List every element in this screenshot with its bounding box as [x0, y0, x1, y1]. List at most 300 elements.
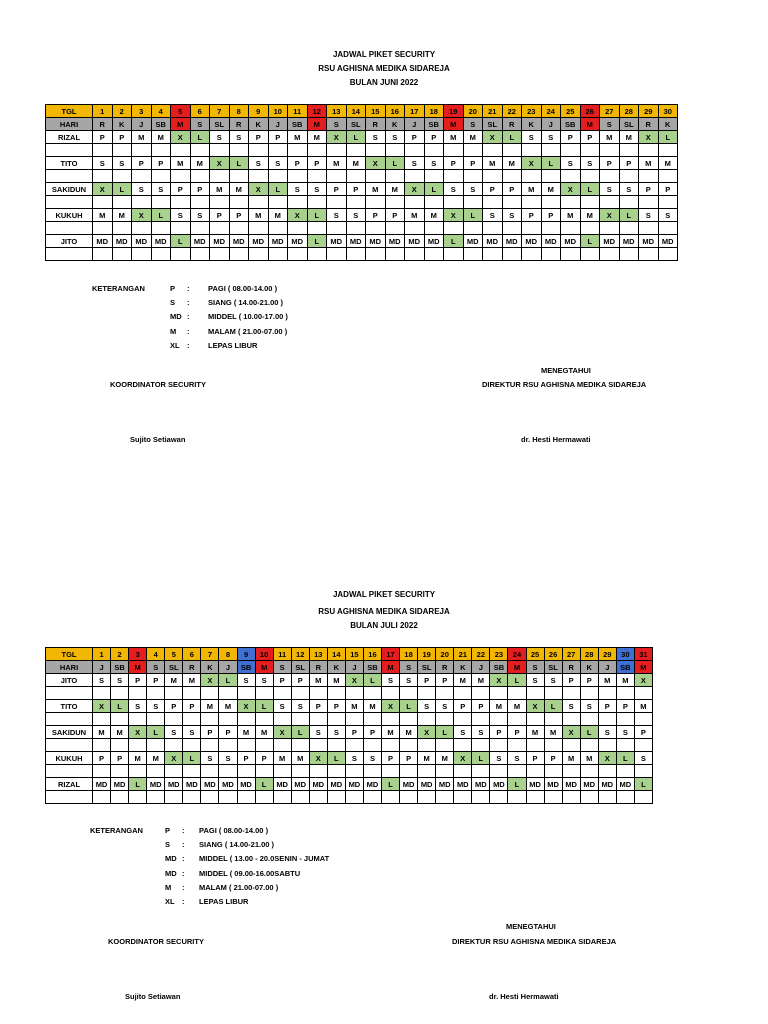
- shift-cell: M: [382, 726, 400, 739]
- empty-cell: [183, 713, 201, 726]
- date-cell: 7: [210, 105, 230, 118]
- date-cell: 15: [345, 648, 363, 661]
- shift-cell: X: [634, 674, 652, 687]
- empty-cell: [291, 791, 309, 804]
- empty-cell: [472, 791, 490, 804]
- shift-cell: M: [183, 674, 201, 687]
- shift-cell: M: [561, 209, 581, 222]
- legend-desc: PAGI ( 08.00-14.00 ): [208, 284, 278, 293]
- empty-cell: [382, 765, 400, 778]
- shift-cell: S: [400, 674, 418, 687]
- legend-code: P: [170, 284, 176, 293]
- date-cell: 19: [418, 648, 436, 661]
- date-cell: 24: [508, 648, 526, 661]
- staff-name: JITO: [46, 235, 93, 248]
- shift-cell: MD: [483, 235, 503, 248]
- weekday-cell: R: [502, 118, 522, 131]
- empty-cell: [382, 713, 400, 726]
- shift-cell: MD: [327, 778, 345, 791]
- weekday-cell: R: [562, 661, 580, 674]
- shift-cell: S: [255, 674, 273, 687]
- shift-cell: S: [291, 700, 309, 713]
- shift-cell: S: [307, 183, 327, 196]
- empty-cell: [418, 791, 436, 804]
- date-cell: 28: [619, 105, 639, 118]
- shift-cell: L: [541, 157, 561, 170]
- date-cell: 29: [639, 105, 659, 118]
- coordinator-signer: Sujito Setiawan: [125, 992, 181, 1001]
- shift-cell: X: [93, 700, 111, 713]
- shift-cell: S: [363, 752, 381, 765]
- shift-cell: M: [400, 726, 418, 739]
- date-cell: 21: [483, 105, 503, 118]
- schedule-table: [45, 647, 653, 804]
- shift-cell: P: [580, 674, 598, 687]
- legend-code: S: [170, 298, 176, 308]
- empty-cell: [93, 791, 111, 804]
- empty-cell: [255, 739, 273, 752]
- shift-cell: P: [366, 209, 386, 222]
- empty-cell: [111, 791, 129, 804]
- shift-cell: P: [112, 131, 132, 144]
- empty-cell: [580, 739, 598, 752]
- empty-cell: [436, 791, 454, 804]
- shift-cell: L: [580, 183, 600, 196]
- empty-cell: [165, 791, 183, 804]
- shift-cell: X: [345, 674, 363, 687]
- date-cell: 5: [171, 105, 191, 118]
- staff-name: SAKIDUN: [46, 726, 93, 739]
- staff-name: SAKIDUN: [46, 183, 93, 196]
- empty-cell: [616, 791, 634, 804]
- empty-cell: [526, 765, 544, 778]
- shift-cell: S: [129, 700, 147, 713]
- legend-sep: :: [182, 826, 185, 835]
- shift-cell: L: [385, 157, 405, 170]
- legend-title: KETERANGAN: [90, 826, 143, 835]
- shift-cell: L: [634, 778, 652, 791]
- shift-cell: M: [526, 726, 544, 739]
- shift-cell: M: [502, 157, 522, 170]
- date-cell: 30: [658, 105, 678, 118]
- shift-cell: X: [490, 674, 508, 687]
- shift-cell: P: [93, 131, 113, 144]
- weekday-cell: S: [273, 661, 291, 674]
- shift-cell: P: [639, 183, 659, 196]
- empty-cell: [237, 765, 255, 778]
- empty-cell: [400, 739, 418, 752]
- shift-cell: P: [463, 157, 483, 170]
- date-cell: 6: [183, 648, 201, 661]
- shift-cell: P: [249, 131, 269, 144]
- shift-cell: P: [309, 700, 327, 713]
- empty-cell: [544, 739, 562, 752]
- date-cell: 23: [490, 648, 508, 661]
- empty-cell: [273, 765, 291, 778]
- staff-row: [46, 726, 653, 739]
- shift-cell: P: [522, 209, 542, 222]
- coordinator-signer: Sujito Setiawan: [130, 435, 186, 444]
- empty-cell: [111, 713, 129, 726]
- shift-cell: MD: [562, 778, 580, 791]
- shift-cell: P: [327, 183, 347, 196]
- date-cell: 12: [291, 648, 309, 661]
- empty-cell: [454, 791, 472, 804]
- shift-cell: P: [363, 726, 381, 739]
- weekday-cell: SB: [288, 118, 308, 131]
- shift-cell: M: [444, 131, 464, 144]
- shift-cell: M: [600, 131, 620, 144]
- weekday-cell: R: [183, 661, 201, 674]
- legend-sep: :: [187, 298, 190, 308]
- shift-cell: MD: [580, 778, 598, 791]
- empty-cell: [201, 765, 219, 778]
- weekday-cell: R: [309, 661, 327, 674]
- spacer-row: [46, 687, 653, 700]
- shift-cell: MD: [658, 235, 678, 248]
- empty-cell: [237, 739, 255, 752]
- staff-row: [46, 778, 653, 791]
- empty-cell: [436, 713, 454, 726]
- shift-cell: S: [382, 674, 400, 687]
- shift-cell: MD: [268, 235, 288, 248]
- empty-cell: [183, 687, 201, 700]
- shift-cell: M: [598, 674, 616, 687]
- empty-cell: [526, 713, 544, 726]
- empty-cell: [562, 687, 580, 700]
- shift-cell: X: [382, 700, 400, 713]
- spacer-row: [46, 765, 653, 778]
- legend-sep: :: [182, 868, 185, 878]
- shift-cell: L: [502, 131, 522, 144]
- weekday-cell: SL: [165, 661, 183, 674]
- shift-cell: P: [634, 726, 652, 739]
- empty-cell: [345, 739, 363, 752]
- empty-cell: [255, 765, 273, 778]
- weekday-cell: J: [472, 661, 490, 674]
- shift-cell: S: [562, 700, 580, 713]
- empty-cell: [544, 765, 562, 778]
- shift-cell: P: [541, 209, 561, 222]
- weekday-cell: S: [463, 118, 483, 131]
- shift-cell: S: [490, 752, 508, 765]
- shift-cell: L: [255, 700, 273, 713]
- shift-cell: P: [382, 752, 400, 765]
- empty-cell: [309, 739, 327, 752]
- shift-cell: S: [132, 183, 152, 196]
- date-cell: 19: [444, 105, 464, 118]
- shift-cell: MD: [346, 235, 366, 248]
- shift-cell: P: [544, 752, 562, 765]
- empty-cell: [616, 687, 634, 700]
- empty-cell: [165, 765, 183, 778]
- weekday-cell: M: [382, 661, 400, 674]
- shift-cell: L: [619, 209, 639, 222]
- empty-cell: [490, 791, 508, 804]
- empty-cell: [544, 713, 562, 726]
- shift-cell: S: [418, 700, 436, 713]
- shift-cell: M: [562, 752, 580, 765]
- empty-cell: [382, 739, 400, 752]
- shift-cell: M: [454, 674, 472, 687]
- staff-row: [46, 752, 653, 765]
- legend-code: S: [165, 840, 171, 850]
- hari-label: HARI: [46, 661, 93, 674]
- empty-cell: [93, 739, 111, 752]
- weekday-cell: SB: [111, 661, 129, 674]
- weekday-cell: S: [147, 661, 165, 674]
- shift-cell: L: [129, 778, 147, 791]
- empty-cell: [363, 791, 381, 804]
- staff-name: KUKUH: [46, 752, 93, 765]
- empty-cell: [490, 687, 508, 700]
- legend-code: MD: [165, 854, 177, 864]
- empty-cell: [418, 739, 436, 752]
- empty-cell: [46, 765, 93, 778]
- empty-cell: [526, 791, 544, 804]
- shift-cell: MD: [418, 778, 436, 791]
- weekday-cell: M: [634, 661, 652, 674]
- shift-cell: M: [658, 157, 678, 170]
- empty-cell: [111, 765, 129, 778]
- shift-cell: S: [273, 700, 291, 713]
- shift-cell: MD: [291, 778, 309, 791]
- shift-cell: S: [151, 183, 171, 196]
- empty-cell: [165, 687, 183, 700]
- shift-cell: L: [363, 674, 381, 687]
- empty-cell: [46, 739, 93, 752]
- date-cell: 20: [463, 105, 483, 118]
- weekday-cell: K: [522, 118, 542, 131]
- empty-cell: [508, 791, 526, 804]
- shift-cell: M: [436, 752, 454, 765]
- shift-cell: P: [346, 183, 366, 196]
- date-cell: 29: [598, 648, 616, 661]
- empty-cell: [508, 687, 526, 700]
- date-cell: 28: [580, 648, 598, 661]
- weekday-cell: J: [345, 661, 363, 674]
- empty-cell: [327, 687, 345, 700]
- shift-cell: M: [147, 752, 165, 765]
- shift-cell: MD: [385, 235, 405, 248]
- shift-cell: L: [508, 778, 526, 791]
- hari-label: HARI: [46, 118, 93, 131]
- shift-cell: P: [616, 700, 634, 713]
- shift-cell: S: [219, 752, 237, 765]
- shift-cell: X: [561, 183, 581, 196]
- shift-cell: M: [151, 131, 171, 144]
- shift-cell: S: [634, 752, 652, 765]
- schedule-title-line-2: RSU AGHISNA MEDIKA SIDAREJA: [318, 607, 450, 616]
- legend-desc: PAGI ( 08.00-14.00 ): [199, 826, 269, 835]
- shift-cell: MD: [219, 778, 237, 791]
- weekday-cell: K: [454, 661, 472, 674]
- shift-cell: P: [472, 700, 490, 713]
- weekday-cell: SB: [616, 661, 634, 674]
- legend-sep: :: [182, 882, 185, 892]
- weekday-cell: M: [580, 118, 600, 131]
- empty-cell: [273, 713, 291, 726]
- empty-cell: [46, 791, 93, 804]
- weekday-cell: M: [307, 118, 327, 131]
- shift-cell: M: [219, 700, 237, 713]
- shift-cell: S: [526, 674, 544, 687]
- empty-cell: [165, 739, 183, 752]
- shift-cell: MD: [132, 235, 152, 248]
- empty-cell: [616, 739, 634, 752]
- weekday-cell: SB: [561, 118, 581, 131]
- staff-name: RIZAL: [46, 778, 93, 791]
- legend-sep: :: [182, 840, 185, 850]
- empty-cell: [147, 765, 165, 778]
- shift-cell: P: [288, 157, 308, 170]
- date-cell: 10: [255, 648, 273, 661]
- empty-cell: [436, 739, 454, 752]
- date-cell: 6: [190, 105, 210, 118]
- spacer-row: [46, 713, 653, 726]
- legend-sep: :: [187, 326, 190, 336]
- empty-cell: [472, 765, 490, 778]
- shift-cell: M: [490, 700, 508, 713]
- legend-desc: MALAM ( 21.00-07.00 ): [208, 326, 288, 336]
- shift-cell: X: [129, 726, 147, 739]
- shift-cell: MD: [400, 778, 418, 791]
- shift-cell: MD: [147, 778, 165, 791]
- empty-cell: [562, 791, 580, 804]
- legend-sep: :: [187, 340, 190, 350]
- empty-cell: [273, 687, 291, 700]
- shift-cell: L: [424, 183, 444, 196]
- weekday-cell: J: [268, 118, 288, 131]
- weekday-cell: K: [658, 118, 678, 131]
- shift-cell: P: [424, 131, 444, 144]
- date-cell: 21: [454, 648, 472, 661]
- legend-code: MD: [165, 868, 177, 878]
- shift-cell: M: [346, 157, 366, 170]
- shift-cell: S: [436, 700, 454, 713]
- shift-cell: M: [327, 157, 347, 170]
- date-cell: 20: [436, 648, 454, 661]
- weekday-cell: SL: [544, 661, 562, 674]
- empty-cell: [436, 765, 454, 778]
- empty-cell: [345, 765, 363, 778]
- shift-cell: S: [616, 726, 634, 739]
- shift-cell: MD: [327, 235, 347, 248]
- shift-cell: M: [249, 209, 269, 222]
- empty-cell: [363, 687, 381, 700]
- date-cell: 11: [273, 648, 291, 661]
- empty-cell: [562, 713, 580, 726]
- shift-cell: S: [580, 157, 600, 170]
- shift-cell: M: [111, 726, 129, 739]
- shift-cell: MD: [190, 235, 210, 248]
- shift-cell: P: [405, 131, 425, 144]
- empty-cell: [183, 739, 201, 752]
- staff-name: KUKUH: [46, 209, 93, 222]
- weekday-cell: SB: [424, 118, 444, 131]
- shift-cell: MD: [544, 778, 562, 791]
- weekday-row: [46, 661, 653, 674]
- empty-cell: [598, 713, 616, 726]
- tgl-label: TGL: [46, 105, 93, 118]
- shift-cell: MD: [111, 778, 129, 791]
- date-cell: 7: [201, 648, 219, 661]
- weekday-cell: J: [219, 661, 237, 674]
- legend: [0, 826, 768, 916]
- staff-row: [46, 674, 653, 687]
- shift-cell: M: [385, 183, 405, 196]
- empty-cell: [580, 791, 598, 804]
- shift-cell: S: [346, 209, 366, 222]
- empty-cell: [580, 687, 598, 700]
- empty-cell: [255, 687, 273, 700]
- shift-cell: P: [562, 674, 580, 687]
- empty-cell: [291, 765, 309, 778]
- empty-cell: [201, 713, 219, 726]
- date-cell: 26: [544, 648, 562, 661]
- weekday-cell: J: [132, 118, 152, 131]
- empty-cell: [418, 713, 436, 726]
- date-cell: 12: [307, 105, 327, 118]
- weekday-cell: K: [385, 118, 405, 131]
- shift-cell: M: [132, 131, 152, 144]
- shift-cell: P: [147, 674, 165, 687]
- shift-cell: X: [444, 209, 464, 222]
- director-role: DIREKTUR RSU AGHISNA MEDIKA SIDAREJA: [452, 937, 617, 946]
- empty-cell: [165, 713, 183, 726]
- weekday-cell: J: [405, 118, 425, 131]
- shift-cell: P: [129, 674, 147, 687]
- shift-cell: S: [190, 209, 210, 222]
- shift-cell: X: [526, 700, 544, 713]
- empty-cell: [490, 739, 508, 752]
- shift-cell: S: [93, 157, 113, 170]
- shift-cell: P: [327, 700, 345, 713]
- shift-cell: L: [508, 674, 526, 687]
- weekday-cell: SB: [363, 661, 381, 674]
- shift-cell: MD: [183, 778, 201, 791]
- empty-cell: [454, 713, 472, 726]
- empty-cell: [219, 713, 237, 726]
- weekday-cell: K: [249, 118, 269, 131]
- date-cell: 10: [268, 105, 288, 118]
- shift-cell: S: [112, 157, 132, 170]
- date-cell: 23: [522, 105, 542, 118]
- empty-cell: [598, 739, 616, 752]
- shift-cell: MD: [526, 778, 544, 791]
- weekday-cell: SB: [237, 661, 255, 674]
- empty-cell: [454, 739, 472, 752]
- schedule-title-line-3: BULAN JULI 2022: [350, 621, 418, 630]
- empty-cell: [580, 765, 598, 778]
- shift-cell: MD: [345, 778, 363, 791]
- date-cell: 31: [634, 648, 652, 661]
- shift-cell: P: [600, 157, 620, 170]
- shift-cell: X: [483, 131, 503, 144]
- empty-cell: [309, 765, 327, 778]
- shift-cell: S: [165, 726, 183, 739]
- shift-cell: MD: [201, 778, 219, 791]
- empty-cell: [580, 713, 598, 726]
- shift-cell: X: [600, 209, 620, 222]
- weekday-cell: R: [366, 118, 386, 131]
- shift-cell: M: [291, 752, 309, 765]
- empty-cell: [345, 687, 363, 700]
- shift-cell: M: [93, 209, 113, 222]
- empty-cell: [129, 791, 147, 804]
- weekday-cell: SL: [619, 118, 639, 131]
- legend-sep: :: [182, 897, 185, 906]
